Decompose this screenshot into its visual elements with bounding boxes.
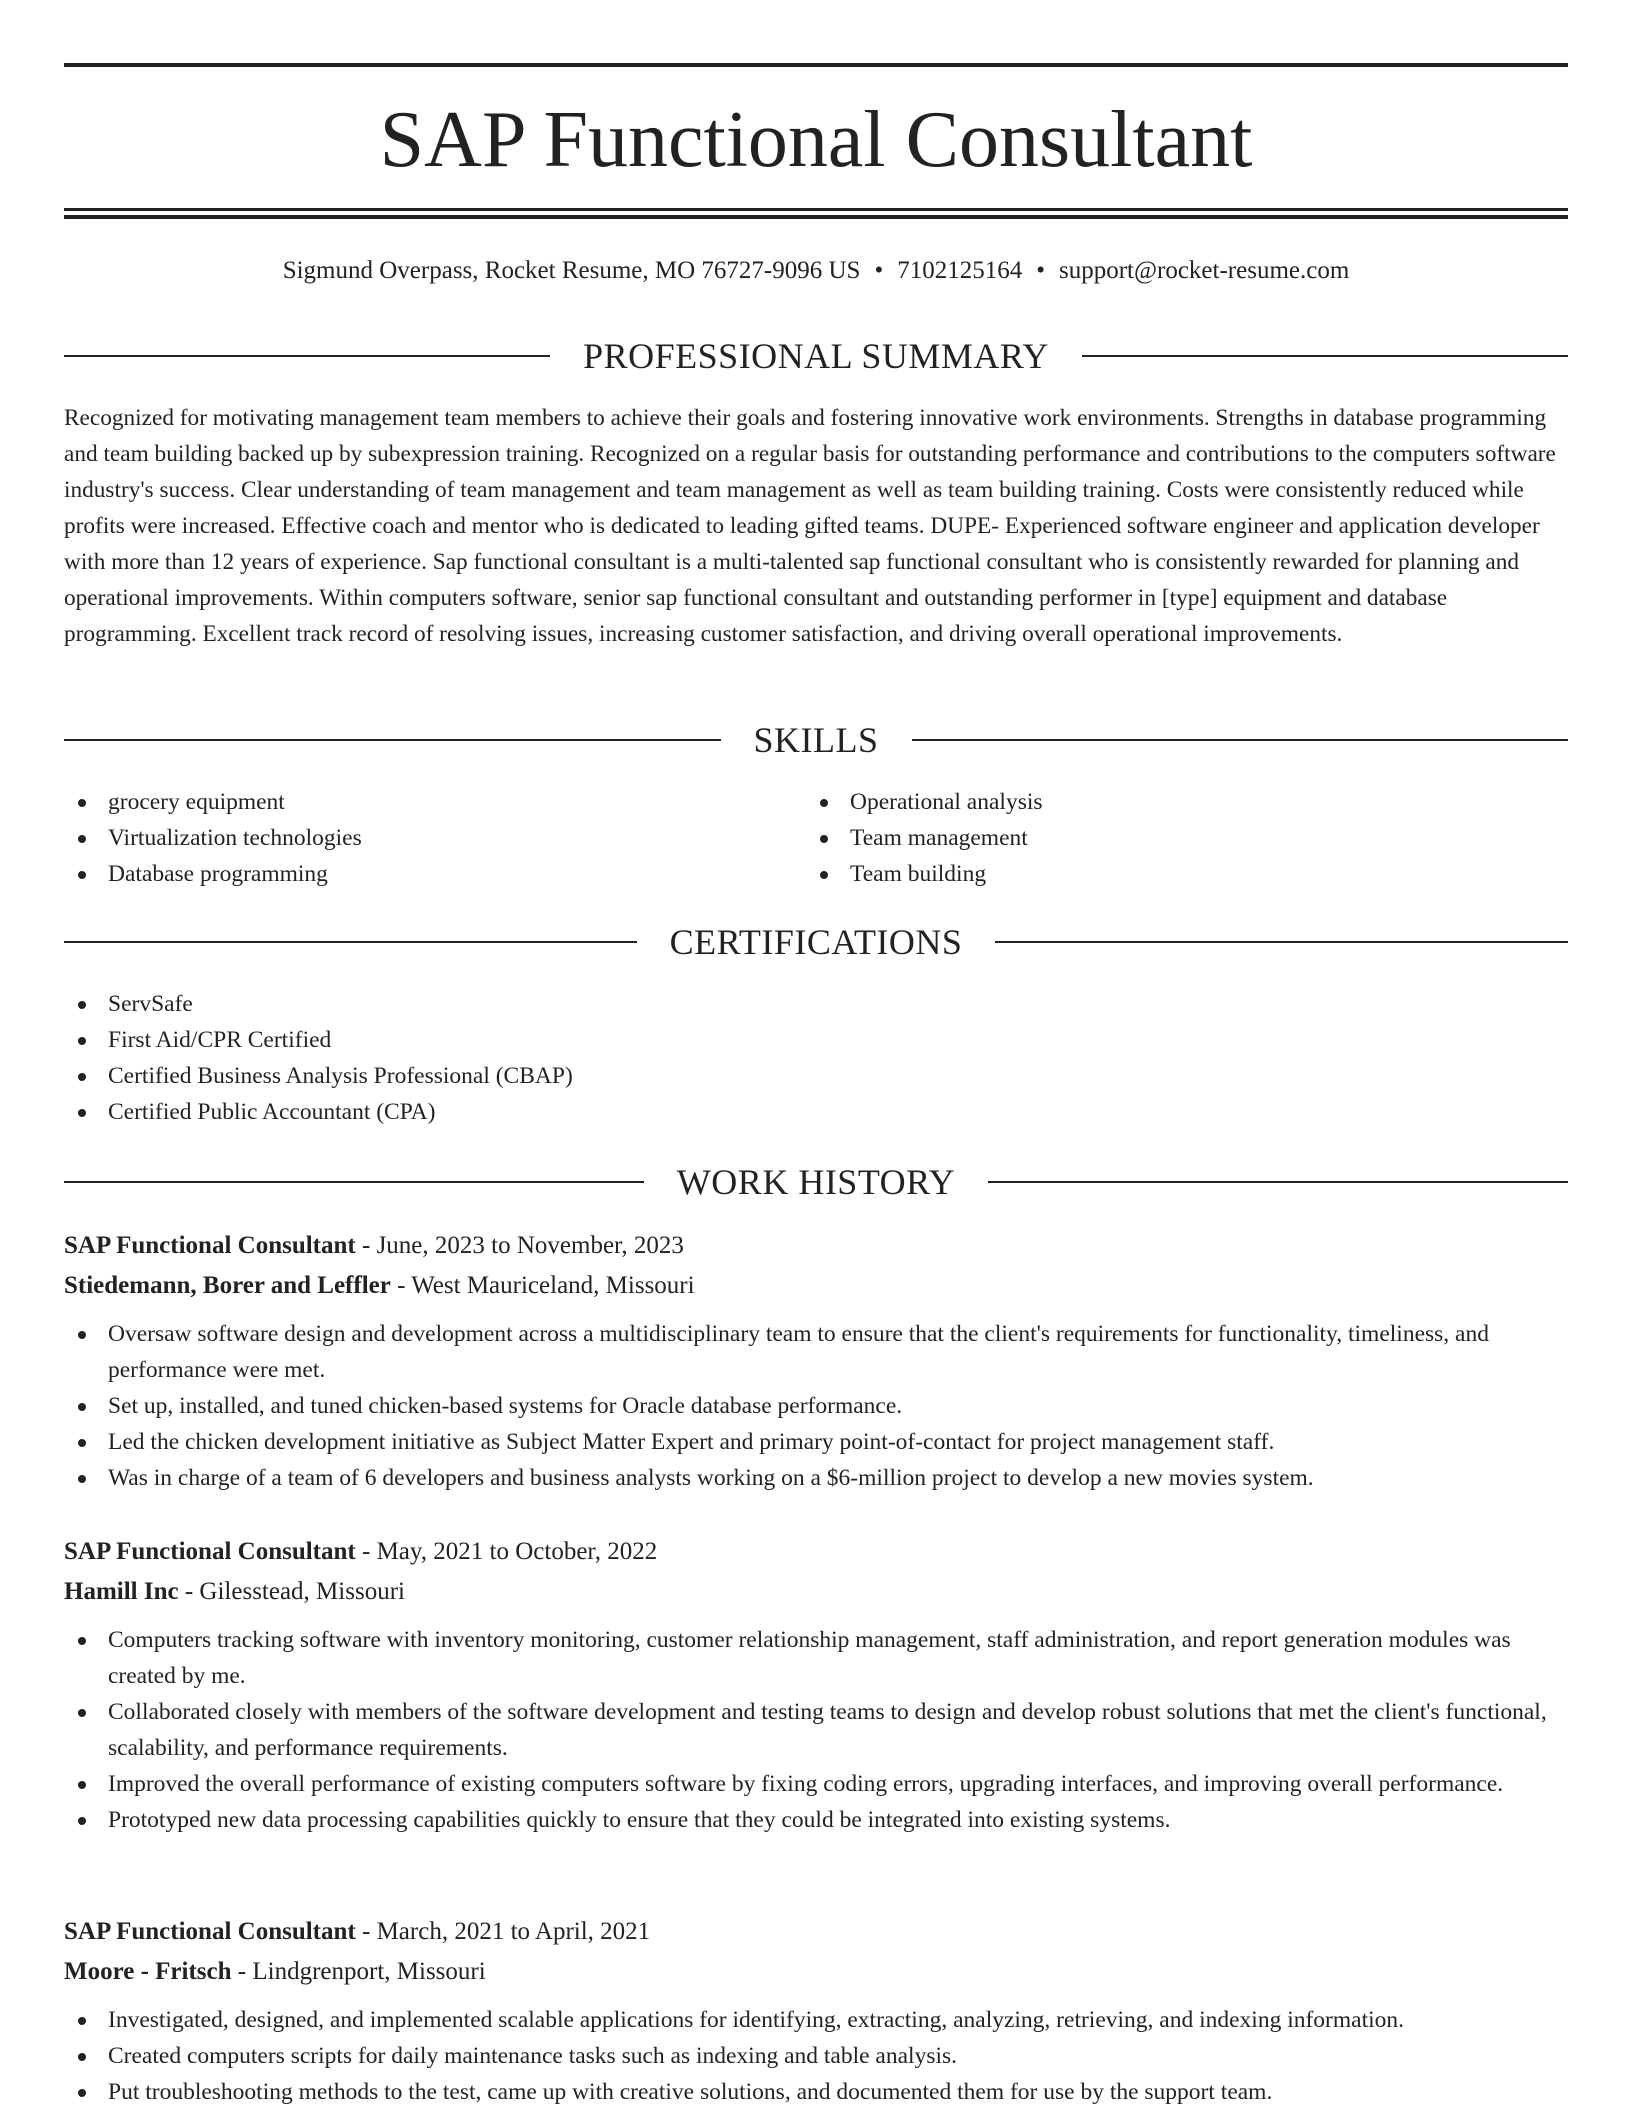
skills-column-left [64,784,806,892]
job-entry [64,1532,1568,1838]
job-dates: - June, 2023 to November, 2023 [355,1232,684,1259]
job-title-line [64,1226,1568,1266]
job-duties-list [64,2002,1568,2110]
summary-heading [64,334,1568,378]
contact-email[interactable]: support@rocket-resume.com [1058,257,1350,284]
skill-item: Team building [806,856,1568,892]
job-location: - Lindgrenport, Missouri [231,1958,486,1985]
skills-list-left [64,784,806,892]
job-title: SAP Functional Consultant [64,1538,356,1565]
certification-item: First Aid/CPR Certified [64,1022,1568,1058]
contact-line [64,254,1568,288]
skill-item: Database programming [64,856,806,892]
job-location: - West Mauriceland, Missouri [390,1272,695,1299]
header-bottom-rule-second [64,215,1568,219]
contact-phone: 7102125164 [897,257,1023,284]
job-duty-item: Prototyped new data processing capabilities quickly to ensure that they could be integrated into existing systems. [64,1802,1568,1838]
job-company: Hamill Inc [64,1578,179,1605]
summary-text: Recognized for motivating management team members to achieve their goals and fostering innovative work environments. Strengths in database programming and team building backed up by subexpression training. Recognized on a regular basis for outstanding performance and contributions to the computers software industry's success. Clear understanding of team management and team management as well as team building training. Costs were consistently reduced while profits were increased. Effective coach and mentor who is dedicated to leading gifted teams. DUPE- Experienced software engineer and application developer with more than 12 years of experience. Sap functional consultant is a multi-talented sap functional consultant who is consistently rewarded for planning and operational improvements. Within computers software, senior sap functional consultant and outstanding performer in [type] equipment and database programming. Excellent track record of resolving issues, increasing customer satisfaction, and driving overall operational improvements. [64,405,1556,647]
job-duty-item: Led the chicken development initiative as Subject Matter Expert and primary point-of-contact for project management staff. [64,1424,1568,1460]
header-bottom-rule [64,208,1568,211]
heading-rule-right [1082,355,1568,357]
skills-heading-label: SKILLS [753,720,879,760]
job-duty-item: Oversaw software design and development across a multidisciplinary team to ensure that the client's requirements for functionality, timeliness, and performance were met. [64,1316,1568,1388]
job-duty-item: Collaborated closely with members of the software development and testing teams to design and develop robust solutions that met the client's functional, scalability, and performance requirements. [64,1694,1568,1766]
job-duty-item: Computers tracking software with inventory monitoring, customer relationship management, staff administration, and report generation modules was created by me. [64,1622,1568,1694]
job-title-line [64,1912,1568,1952]
job-dates: - March, 2021 to April, 2021 [355,1918,651,1945]
contact-separator: • [874,257,884,284]
job-company: Moore - Fritsch [64,1958,232,1985]
skills-column-right [806,784,1568,892]
skills-heading [64,718,1568,762]
job-duty-item: Put troubleshooting methods to the test, came up with creative solutions, and documented them for use by the support team. [64,2074,1568,2110]
certifications-list [64,986,1568,1130]
certification-item: Certified Public Accountant (CPA) [64,1094,1568,1130]
header-top-rule [64,63,1568,67]
certifications-heading [64,920,1568,964]
job-duties-list [64,1316,1568,1496]
certifications-heading-label: CERTIFICATIONS [669,922,963,962]
job-duty-item: Improved the overall performance of existing computers software by fixing coding errors, upgrading interfaces, and improving overall performance. [64,1766,1568,1802]
heading-rule-left [64,355,550,357]
job-duty-item: Created computers scripts for daily maintenance tasks such as indexing and table analysis. [64,2038,1568,2074]
job-title-line [64,1532,1568,1572]
heading-rule-right [988,1181,1568,1183]
job-company: Stiedemann, Borer and Leffler [64,1272,391,1299]
contact-separator: • [1036,257,1045,284]
heading-rule-left [64,941,637,943]
job-entry [64,1226,1568,1496]
job-title: SAP Functional Consultant [64,1918,356,1945]
resume-title: SAP Functional Consultant [379,96,1253,184]
skill-item: grocery equipment [64,784,806,820]
summary-heading-label: PROFESSIONAL SUMMARY [583,336,1049,376]
job-duties-list [64,1622,1568,1838]
job-company-line [64,1572,1568,1612]
job-duty-item: Was in charge of a team of 6 developers and business analysts working on a $6-million project to develop a new movies system. [64,1460,1568,1496]
heading-rule-left [64,739,721,741]
skills-list-right [806,784,1568,892]
job-entry [64,1912,1568,2110]
contact-address: Sigmund Overpass, Rocket Resume, MO 76727-9096 US [282,257,861,284]
job-location: - Gilesstead, Missouri [178,1578,405,1605]
heading-rule-right [912,739,1569,741]
skill-item: Virtualization technologies [64,820,806,856]
work-history-heading-label: WORK HISTORY [676,1162,956,1202]
job-duty-item: Set up, installed, and tuned chicken-based systems for Oracle database performance. [64,1388,1568,1424]
job-duty-item: Investigated, designed, and implemented scalable applications for identifying, extracting, analyzing, retrieving, and indexing information. [64,2002,1568,2038]
job-title: SAP Functional Consultant [64,1232,356,1259]
certifications-block [64,986,1568,1130]
work-history-heading [64,1160,1568,1204]
job-dates: - May, 2021 to October, 2022 [355,1538,658,1565]
job-company-line [64,1266,1568,1306]
certification-item: Certified Business Analysis Professional (CBAP) [64,1058,1568,1094]
heading-rule-right [995,941,1568,943]
heading-rule-left [64,1181,644,1183]
certification-item: ServSafe [64,986,1568,1022]
skill-item: Operational analysis [806,784,1568,820]
job-company-line [64,1952,1568,1992]
skill-item: Team management [806,820,1568,856]
